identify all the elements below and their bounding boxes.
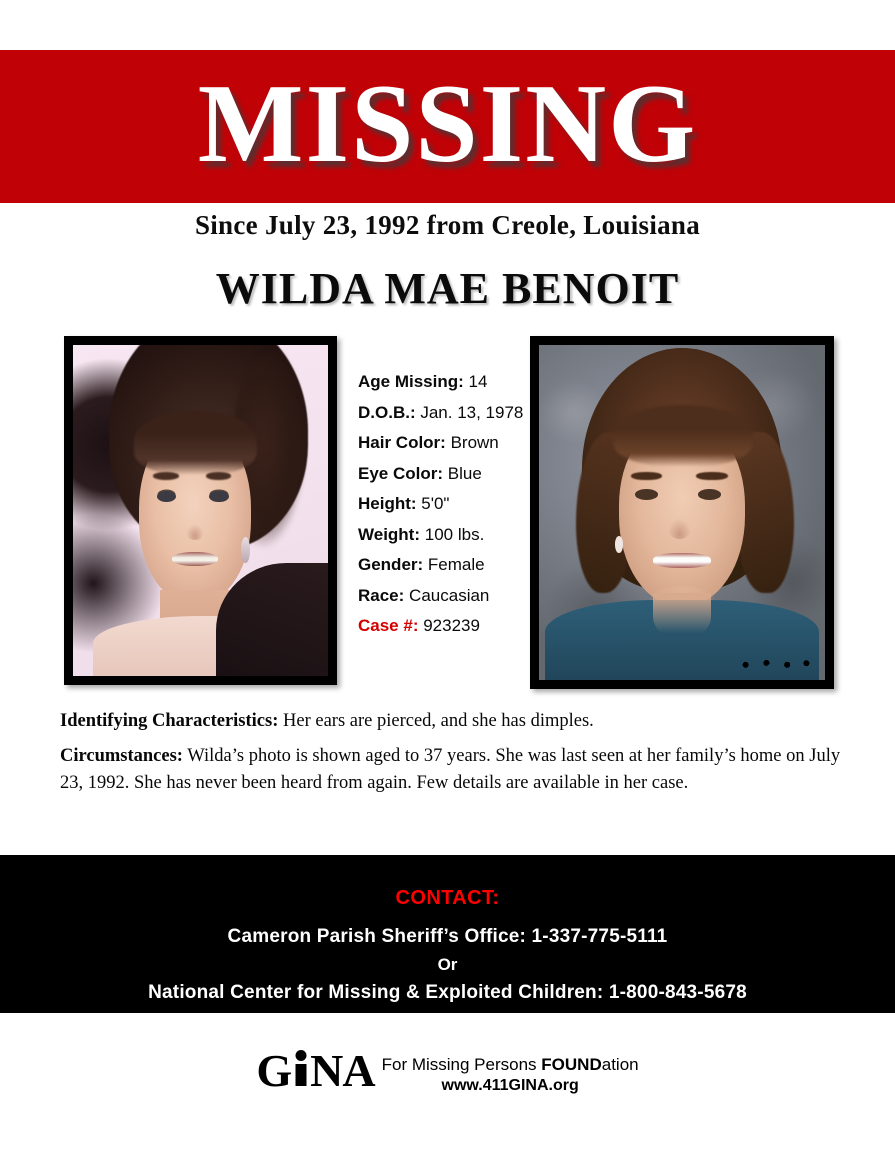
contact-band (0, 855, 895, 1013)
footer-tagline-part2: ation (601, 1055, 639, 1074)
detail-label: Hair Color: (358, 433, 446, 453)
gina-letter-g: G (256, 1045, 292, 1096)
earring-shape (615, 536, 624, 553)
circumstances-text: Wilda’s photo is shown aged to 37 years. She was last seen at her family’s home on July 23, 1992. She has never been heard from again. Few details are available in her case. (60, 746, 841, 793)
detail-row-dob (358, 403, 533, 423)
eye-right-shape (209, 491, 228, 502)
detail-value: Caucasian (409, 585, 490, 605)
gina-wordmark (256, 1045, 375, 1096)
footer-tagline-part1: For Missing Persons (381, 1055, 542, 1074)
missing-since-line: Since July 23, 1992 from Creole, Louisiana (194, 210, 701, 240)
contact-ncmec-line: National Center for Missing & Exploited Children: 1-800-843-5678 (148, 982, 747, 1003)
contact-title: CONTACT: (395, 887, 500, 909)
person-body-shape (295, 1064, 306, 1086)
detail-value: 5'0" (421, 494, 450, 514)
person-figure-icon (292, 1048, 309, 1086)
page-title: WILDA MAE BENOIT (215, 264, 680, 313)
detail-label: Height: (358, 494, 417, 514)
circumstances-paragraph (60, 743, 842, 796)
detail-row-race (358, 586, 533, 606)
detail-row-case-number (358, 616, 533, 636)
detail-row-eye-color (358, 464, 533, 484)
detail-value: Blue (447, 463, 482, 483)
detail-label: Race: (358, 585, 405, 605)
collar-shape (653, 593, 710, 640)
identifying-characteristics-paragraph (60, 708, 842, 734)
nose-shape (668, 519, 691, 539)
contact-or-separator: Or (437, 955, 458, 974)
eyebrow-right-shape (696, 472, 727, 480)
detail-value: 923239 (423, 616, 480, 636)
footer-logo (0, 1045, 895, 1096)
identifying-characteristics-label: Identifying Characteristics: (60, 711, 279, 731)
bangs-shape (134, 411, 256, 474)
footer-url: www.411GINA.org (441, 1076, 579, 1094)
eyebrow-right-shape (206, 472, 232, 479)
detail-value: Brown (450, 433, 499, 453)
detail-value: 100 lbs. (424, 524, 485, 544)
detail-label: D.O.B.: (358, 402, 416, 422)
identifying-characteristics-text: Her ears are pierced, and she has dimples. (283, 711, 594, 731)
detail-row-gender (358, 555, 533, 575)
eye-left-shape (635, 489, 658, 500)
contact-sheriff-line: Cameron Parish Sheriff’s Office: 1-337-775-5111 (227, 926, 668, 947)
eye-left-shape (157, 491, 176, 502)
earring-shape (241, 537, 250, 563)
bangs-shape (613, 405, 753, 465)
detail-label: Eye Color: (358, 463, 444, 483)
physical-details-list (358, 372, 533, 647)
gina-letters-na: NA (310, 1045, 375, 1096)
mouth-shape (172, 552, 218, 566)
photo-original-image (73, 345, 328, 676)
missing-banner (0, 50, 895, 203)
photo-corner-marks (736, 657, 816, 670)
circumstances-label: Circumstances: (60, 746, 183, 767)
detail-value: Jan. 13, 1978 (420, 402, 524, 422)
person-head-shape (295, 1050, 306, 1061)
photo-original (64, 336, 337, 685)
detail-row-height (358, 494, 533, 514)
photo-age-progressed (530, 336, 834, 689)
smile-shape (653, 553, 710, 568)
detail-label: Age Missing: (358, 372, 464, 391)
detail-label: Weight: (358, 524, 421, 544)
footer-tagline-found: FOUND (541, 1055, 602, 1074)
detail-row-age-missing (358, 372, 533, 392)
footer-logo-text (382, 1048, 639, 1095)
eyebrow-left-shape (153, 472, 179, 479)
narrative-section (60, 708, 842, 805)
footer-tagline (382, 1055, 639, 1076)
photo-age-progressed-image (539, 345, 825, 680)
detail-value: 14 (468, 372, 488, 391)
missing-headline: MISSING (197, 61, 698, 186)
detail-row-hair-color (358, 433, 533, 453)
detail-row-weight (358, 525, 533, 545)
detail-label: Case #: (358, 616, 419, 636)
detail-label: Gender: (358, 555, 424, 575)
detail-value: Female (427, 555, 485, 575)
eye-right-shape (698, 489, 721, 500)
